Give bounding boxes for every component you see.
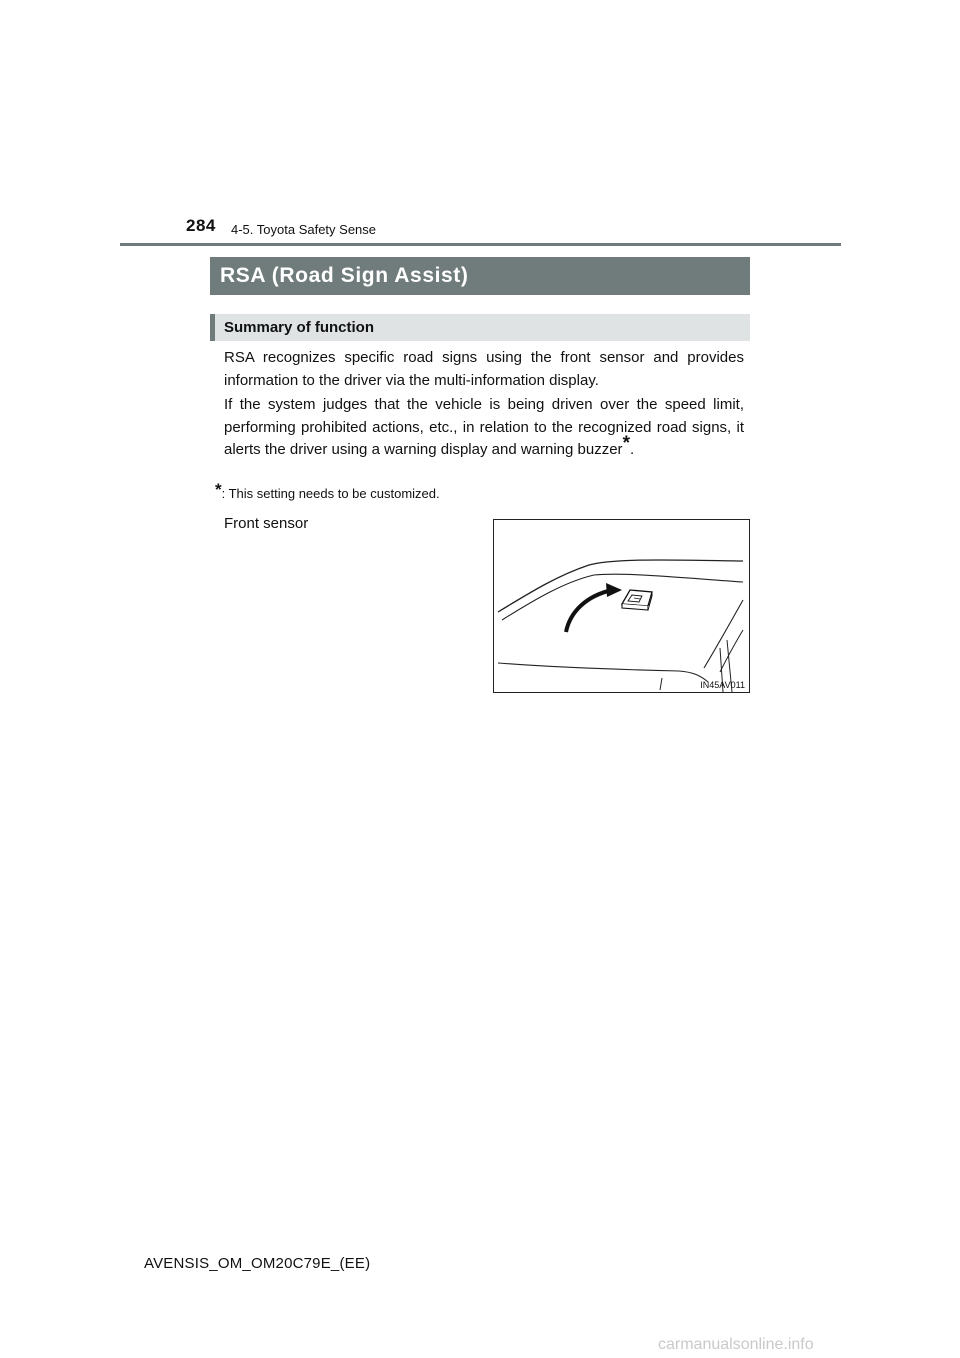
footnote xyxy=(215,480,440,501)
page-number: 284 xyxy=(186,216,216,235)
subsection-bar xyxy=(210,314,750,341)
asterisk-marker: * xyxy=(622,433,630,454)
footnote-text: : This setting needs to be customized. xyxy=(221,486,440,501)
subsection-title: Summary of function xyxy=(224,319,375,336)
footnote-asterisk: * xyxy=(215,480,222,499)
sentence-period: . xyxy=(629,441,635,458)
running-header: 4-5. Toyota Safety Sense xyxy=(231,222,377,237)
body-paragraph-1: RSA recognizes specific road signs using the front sensor and provides information to the driver via the multi-information display. xyxy=(224,349,744,389)
subsection-accent xyxy=(210,314,215,341)
windshield-drawing xyxy=(494,520,749,692)
figure-code: IN45AV011 xyxy=(700,680,745,690)
section-title-bar xyxy=(210,257,750,295)
body-paragraph-2-text: If the system judges that the vehicle is being driven over the speed limit, performing prohibited actions, etc., in relation to the recognized road signs, it alerts the driver using a warning display and warning buzzer xyxy=(224,396,744,458)
document-id: AVENSIS_OM_OM20C79E_(EE) xyxy=(144,1255,371,1272)
watermark: carmanualsonline.info xyxy=(658,1336,814,1353)
front-sensor-illustration xyxy=(493,519,750,693)
section-title: RSA (Road Sign Assist) xyxy=(220,264,469,287)
header-rule xyxy=(120,243,841,246)
figure-label: Front sensor xyxy=(224,515,309,532)
body-paragraph-2 xyxy=(224,394,744,462)
